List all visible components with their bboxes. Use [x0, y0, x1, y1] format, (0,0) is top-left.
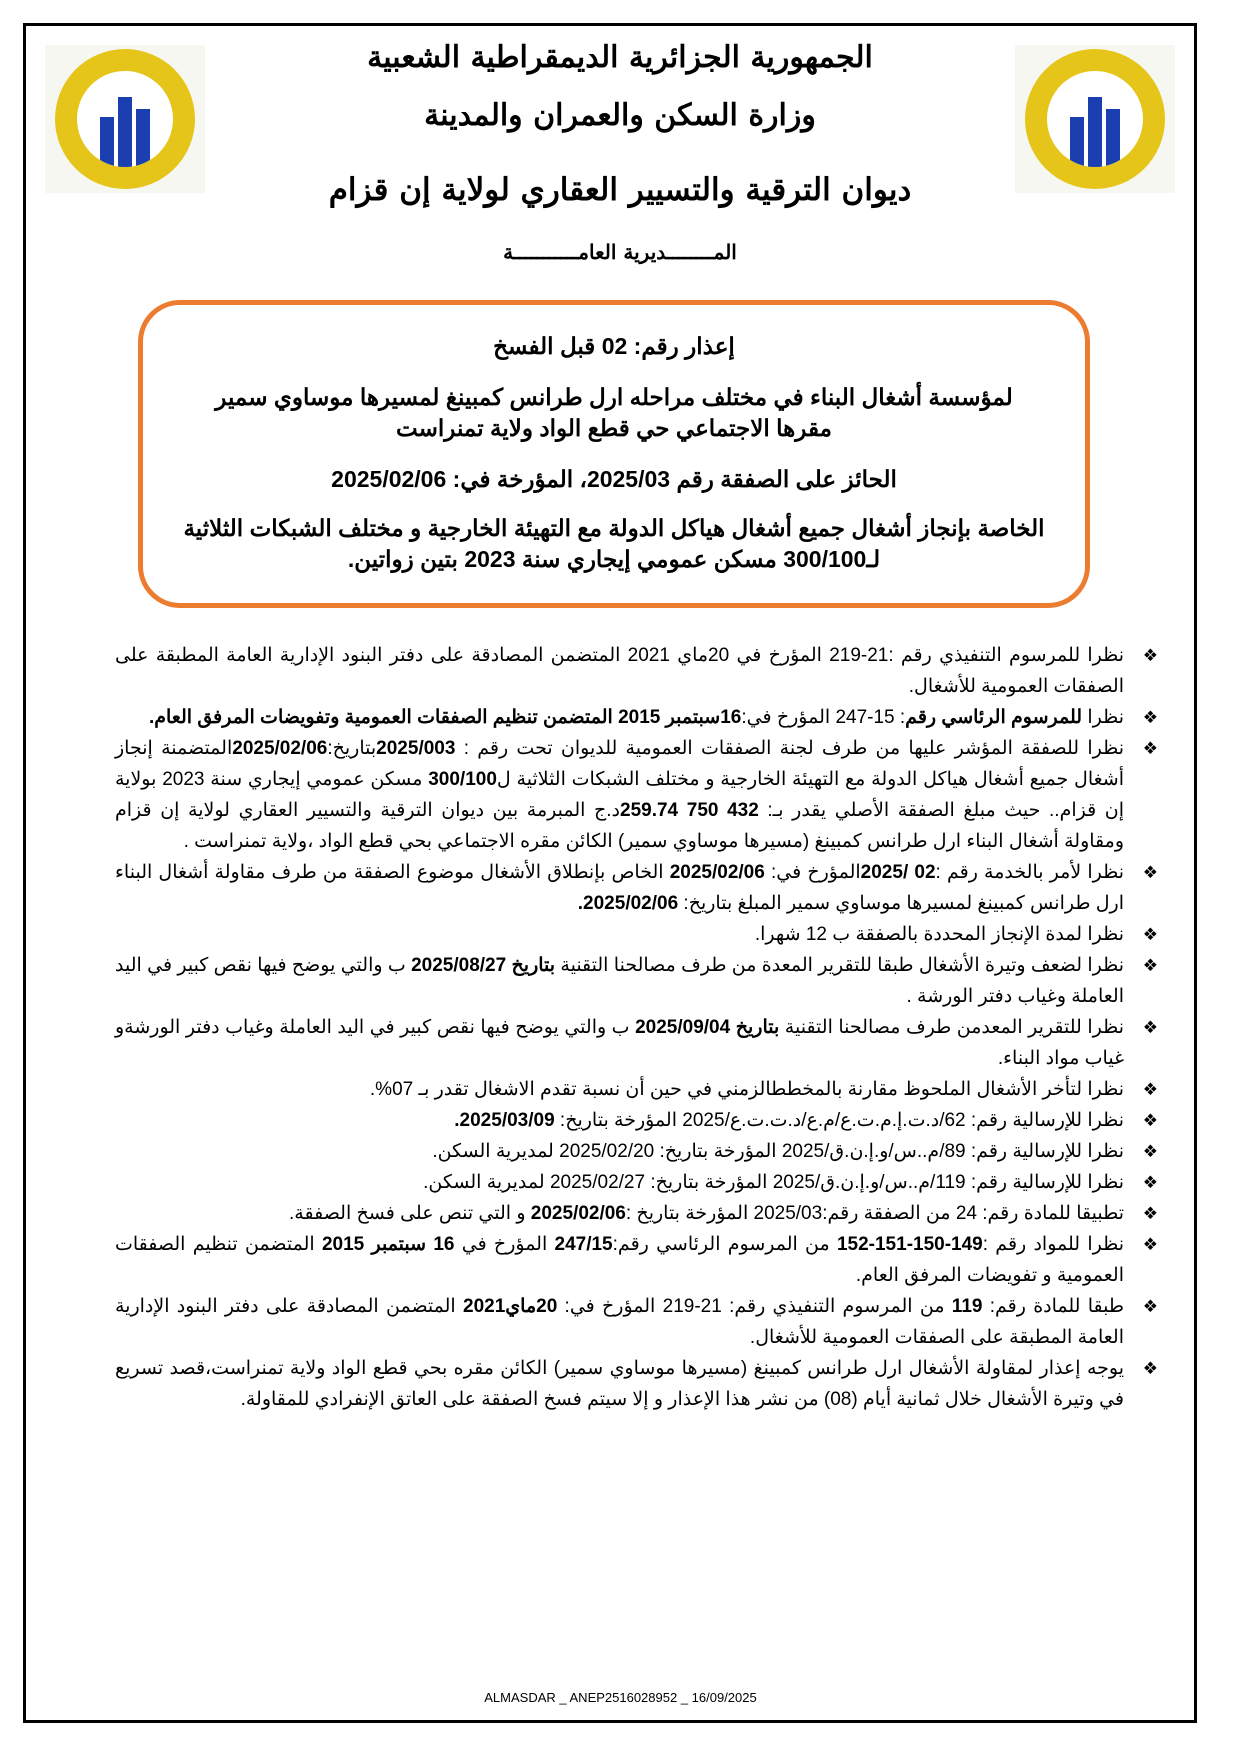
diamond-bullet-icon: ❖	[1142, 708, 1158, 727]
bold-text: 2025/02/06	[530, 1203, 626, 1224]
considerations-list	[115, 640, 1160, 1415]
diamond-bullet-icon: ❖	[1142, 925, 1158, 944]
list-item	[115, 640, 1160, 702]
diamond-bullet-icon: ❖	[1142, 956, 1158, 975]
bold-text: 2025/02/06	[669, 862, 765, 883]
ministry-title: وزارة السكن والعمران والمدينة	[424, 98, 816, 133]
bold-text: 300/100	[428, 769, 497, 790]
text: المتضمن تنظيم الصفقات العمومية و تفويضات المرفق العام.	[115, 1234, 1124, 1286]
list-item	[115, 1105, 1160, 1136]
text: نظرا للإرسالية رقم: 89/م..س/و.إ.ن.ق/2025 المؤرخة بتاريخ: 2025/02/20 لمديرية السكن.	[432, 1141, 1124, 1162]
list-item	[115, 857, 1160, 919]
bold-text: 16سبتمبر 2015 المتضمن تنظيم الصفقات العمومية وتفويضات المرفق العام.	[148, 707, 742, 728]
text: يوجه إعذار لمقاولة الأشغال ارل طرانس كمبينغ (مسيرها موساوي سمير) الكائن مقره بحي قطع الواد ولاية تمنراست،قصد تسريع في وتيرة الأشغال خلال ثمانية أيام (08) من نشر هذا الإعذار و إلا سيتم فسخ الصفقة على العاتق الإنفرادي للمقاولة.	[115, 1358, 1124, 1410]
text: مسكن عمومي إيجاري سنة 2023 بولاية إن قزام.. حيث مبلغ الصفقة الأصلي يقدر بـ:	[115, 769, 1125, 821]
text: نظرا للصفقة المؤشر عليها من طرف لجنة الصفقات العمومية للديوان تحت رقم :	[455, 738, 1125, 759]
opgi-logo-right	[1015, 45, 1175, 193]
diamond-bullet-icon: ❖	[1142, 1080, 1158, 1099]
text: ب والتي يوضح فيها نقص كبير في اليد العاملة وغياب دفتر الورشة .	[115, 955, 1124, 1007]
text: من المرسوم الرئاسي رقم:	[612, 1234, 837, 1255]
list-item	[115, 1291, 1160, 1353]
list-item	[115, 919, 1160, 950]
diamond-bullet-icon: ❖	[1142, 1111, 1158, 1130]
text: د.ج المبرمة بين ديوان الترقية والتسيير العقاري لولاية إن قزام ومقاولة أشغال البناء ارل طرانس كمبينغ (مسيرها موساوي سمير) الكائن مقره الاجتماعي بحي قطع الواد ،ولاية تمنراست .	[115, 800, 1124, 852]
bold-text: 2025/02/06	[232, 738, 328, 759]
diamond-bullet-icon: ❖	[1142, 1235, 1158, 1254]
diamond-bullet-icon: ❖	[1142, 863, 1158, 882]
diamond-bullet-icon: ❖	[1142, 1018, 1158, 1037]
bold-text: 119	[951, 1296, 983, 1317]
diamond-bullet-icon: ❖	[1142, 1173, 1158, 1192]
bold-text: 432 750 259.74	[620, 800, 759, 821]
text: تطبيقا للمادة رقم: 24 من الصفقة رقم:2025/03 المؤرخة بتاريخ :	[625, 1203, 1124, 1224]
bold-text: للمرسوم الرئاسي رقم	[905, 707, 1083, 728]
bold-text: 20ماي2021	[463, 1296, 558, 1317]
notice-box	[138, 300, 1090, 608]
notice-title: إعذار رقم: 02 قبل الفسخ	[493, 333, 735, 359]
footer-reference: ALMASDAR _ ANEP2516028952 _ 16/09/2025	[484, 1690, 757, 1705]
text: نظرا لأمر بالخدمة رقم :	[935, 862, 1124, 883]
directorate-title: المــــــــديرية العامـــــــــــة	[503, 240, 737, 264]
office-title: ديوان الترقية والتسيير العقاري لولاية إن قزام	[328, 172, 912, 208]
text: المؤرخ في:	[764, 862, 861, 883]
text: نظرا للتقرير المعدمن طرف مصالحنا التقنية	[779, 1017, 1124, 1038]
text: من المرسوم التنفيذي رقم: 21-219 المؤرخ في:	[557, 1296, 952, 1317]
notice-subject-1: الخاصة بإنجاز أشغال جميع أشغال هياكل الدولة مع التهيئة الخارجية و مختلف الشبكات الثلاثية	[183, 515, 1045, 541]
diamond-bullet-icon: ❖	[1142, 1142, 1158, 1161]
notice-recipient-2: مقرها الاجتماعي حي قطع الواد ولاية تمنراست	[396, 415, 832, 441]
notice-recipient-1: لمؤسسة أشغال البناء في مختلف مراحله ارل طرانس كمبينغ لمسيرها موساوي سمير	[215, 384, 1013, 410]
bold-text: بتاريخ 2025/09/04	[635, 1017, 780, 1038]
text: طبقا للمادة رقم:	[982, 1296, 1125, 1317]
text: نظرا	[1082, 707, 1124, 728]
text: المتضمنة إنجاز أشغال جميع أشغال هياكل الدولة مع التهيئة الخارجية و مختلف الشبكات الثلاثية ل	[115, 738, 1124, 790]
bold-text: 149-150-151-152	[836, 1234, 983, 1255]
text: ب والتي يوضح فيها نقص كبير في اليد العاملة وغياب دفتر الورشةو غياب مواد البناء.	[115, 1017, 1124, 1069]
bold-text: 247/15	[554, 1234, 613, 1255]
list-item	[115, 950, 1160, 1012]
republic-title: الجمهورية الجزائرية الديمقراطية الشعبية	[367, 40, 873, 75]
list-item	[115, 1198, 1160, 1229]
opgi-logo-left	[45, 45, 205, 193]
text: : 15-247 المؤرخ في:	[741, 707, 906, 728]
diamond-bullet-icon: ❖	[1142, 1204, 1158, 1223]
list-item	[115, 1136, 1160, 1167]
text: نظرا لمدة الإنجاز المحددة بالصفقة ب 12 شهرا.	[754, 924, 1124, 945]
list-item	[115, 1012, 1160, 1074]
list-item	[115, 1353, 1160, 1415]
text: الخاص بإنطلاق الأشغال موضوع الصفقة من طرف مقاولة أشغال البناء ارل طرانس كمبينغ لمسيرها موساوي سمير المبلغ بتاريخ:	[115, 862, 1124, 914]
bold-text: 02 /2025	[860, 862, 936, 883]
text: نظرا للمرسوم التنفيذي رقم :21-219 المؤرخ في 20ماي 2021 المتضمن المصادقة على دفتر البنود الإدارية العامة المطبقة على الصفقات العمومية للأشغال.	[115, 645, 1125, 697]
text: نظرا للإرسالية رقم: 119/م..س/و.إ.ن.ق/2025 المؤرخة بتاريخ: 2025/02/27 لمديرية السكن.	[423, 1172, 1124, 1193]
diamond-bullet-icon: ❖	[1142, 739, 1158, 758]
diamond-bullet-icon: ❖	[1142, 1297, 1158, 1316]
bold-text: 16 سبتمبر 2015	[321, 1234, 455, 1255]
notice-contract: الحائز على الصفقة رقم 2025/03، المؤرخة في: 2025/02/06	[331, 466, 897, 492]
list-item	[115, 733, 1160, 857]
diamond-bullet-icon: ❖	[1142, 1359, 1158, 1378]
list-item	[115, 1167, 1160, 1198]
notice-subject-2: لـ300/100 مسكن عمومي إيجاري سنة 2023 بتين زواتين.	[347, 546, 881, 572]
text: نظرا للإرسالية رقم: 62/د.ت.إ.م.ت.ع/م.ع/د.ت.ت.ع/2025 المؤرخة بتاريخ:	[554, 1110, 1124, 1131]
text: بتاريخ:	[327, 738, 377, 759]
list-item	[115, 1229, 1160, 1291]
diamond-bullet-icon: ❖	[1142, 646, 1158, 665]
text: و التي تنص على فسخ الصفقة.	[289, 1203, 531, 1224]
bold-text: بتاريخ 2025/08/27	[411, 955, 556, 976]
text: نظرا لتأخر الأشغال الملحوظ مقارنة بالمخططالزمني في حين أن نسبة تقدم الاشغال تقدر بـ 07%.	[369, 1079, 1124, 1100]
text: نظرا لضعف وتيرة الأشغال طبقا للتقرير المعدة من طرف مصالحنا التقنية	[555, 955, 1124, 976]
bold-text: 2025/03/09.	[454, 1110, 555, 1131]
text: المتضمن المصادقة على دفتر البنود الإدارية العامة المطبقة على الصفقات العمومية للأشغال.	[115, 1296, 1124, 1348]
text: المؤرخ في	[454, 1234, 555, 1255]
bold-text: 2025/02/06.	[577, 893, 679, 914]
text: نظرا للمواد رقم :	[982, 1234, 1124, 1255]
list-item	[115, 1074, 1160, 1105]
list-item	[115, 702, 1160, 733]
bold-text: 2025/003	[376, 738, 456, 759]
